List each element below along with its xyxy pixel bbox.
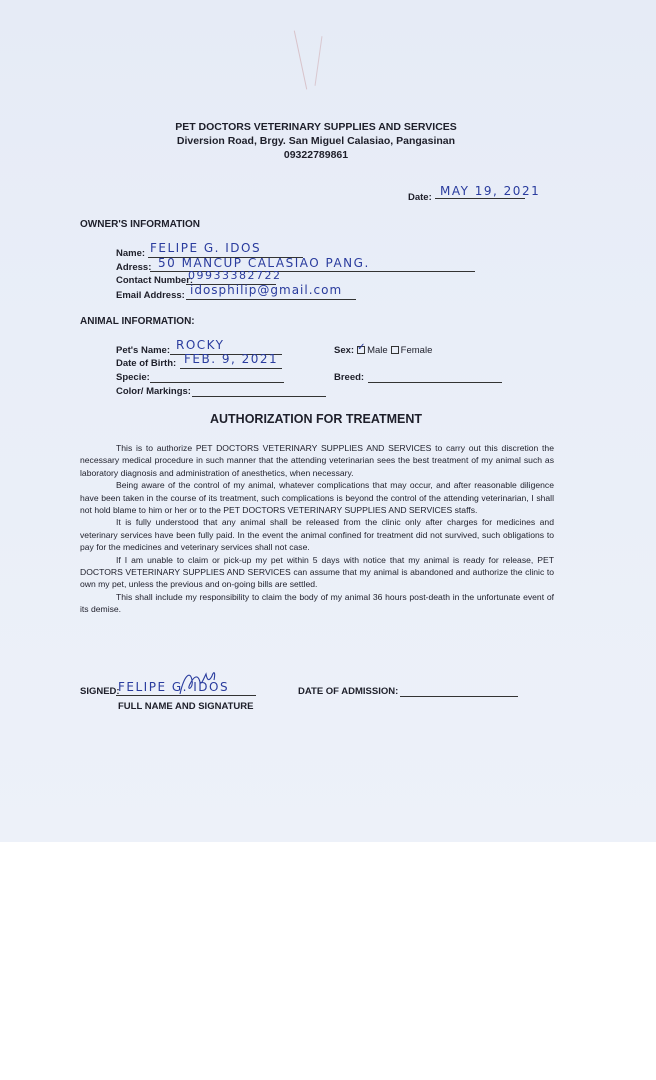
owner-contact-value: 09933382722 xyxy=(188,269,282,282)
breed-line xyxy=(368,370,502,383)
female-option-label: Female xyxy=(400,345,433,356)
authorization-paragraph: This is to authorize PET DOCTORS VETERINARY SUPPLIES AND SERVICES to carry out this discretion the necessary medical procedure in such manner that the attending veterinarian sees the best treatment of my animal such as laboratory diagnosis and administration of anesthetics, when necessary. xyxy=(80,443,554,478)
breed-label: Breed: xyxy=(334,372,365,383)
paper-crease xyxy=(294,31,307,90)
dob-value: FEB. 9, 2021 xyxy=(184,352,279,366)
authorization-title: AUTHORIZATION FOR TREATMENT xyxy=(209,412,422,426)
owner-address-value: 50 MANCUP CALASIAO PANG. xyxy=(158,256,370,270)
pet-name-value: ROCKY xyxy=(176,338,225,352)
color-markings-label: Color/ Markings: xyxy=(116,386,191,397)
authorization-paragraph: It is fully understood that any animal shall be released from the clinic only after charges for medicines and veterinary services have been fully paid. In the event the animal confined for treatment did not survived, such obligations to pay for the medicines and veterinary services shall not case. xyxy=(80,517,554,553)
specie-line xyxy=(150,370,284,383)
owner-name-label: Name: xyxy=(116,248,146,259)
owner-email-label: Email Address: xyxy=(116,290,185,301)
sex-label: Sex: xyxy=(334,345,355,356)
date-value: MAY 19, 2021 xyxy=(440,184,541,198)
authorization-body xyxy=(80,442,554,616)
specie-label: Specie: xyxy=(116,372,150,383)
dob-label: Date of Birth: xyxy=(116,358,177,369)
animal-section-title: ANIMAL INFORMATION: xyxy=(80,316,195,327)
handwritten-signature-icon xyxy=(176,666,222,700)
date-of-admission-line xyxy=(400,684,518,697)
full-name-signature-label: FULL NAME AND SIGNATURE xyxy=(118,701,254,712)
pet-name-label: Pet's Name: xyxy=(116,345,171,356)
authorization-paragraph: If I am unable to claim or pick-up my pet within 5 days with notice that my animal is ready for release, PET DOCTORS VETERINARY SUPPLIES AND SERVICES can assume that my animal is abandoned and authorize the clinic to own my pet, unless the previous and on-going bills are settled. xyxy=(80,554,554,590)
male-checkbox[interactable] xyxy=(357,342,366,354)
date-of-admission-label: DATE OF ADMISSION: xyxy=(298,686,399,697)
signed-label: SIGNED: xyxy=(80,686,120,697)
owner-contact-label: Contact Number: xyxy=(116,275,194,286)
signed-value: FELIPE G. IDOS xyxy=(118,680,230,694)
business-address: Diversion Road, Brgy. San Miguel Calasiao, Pangasinan xyxy=(176,135,456,147)
business-phone: 09322789861 xyxy=(283,149,349,161)
owner-section-title: OWNER'S INFORMATION xyxy=(80,219,200,230)
paper-crease xyxy=(315,36,323,86)
owner-email-value: idosphilip@gmail.com xyxy=(190,283,343,297)
date-label: Date: xyxy=(408,192,432,203)
male-option-label: Male xyxy=(367,345,388,356)
sex-field xyxy=(334,342,433,356)
color-markings-line xyxy=(192,384,326,397)
female-checkbox[interactable] xyxy=(391,346,399,354)
check-mark-icon: ✓ xyxy=(357,342,366,353)
owner-address-label: Adress: xyxy=(116,262,152,273)
authorization-paragraph: Being aware of the control of my animal, whatever complications that may occur, and after reasonable diligence have been taken in the course of its treatment, such complications is beyond the control of the attending veterinarian, I shall not hold blame to him or her or to the PET DOCTORS VETERINARY SUPPLIES AND SERVICES staffs. xyxy=(80,480,554,516)
authorization-paragraph: This shall include my responsibility to claim the body of my animal 36 hours post-death in the unfortunate event of its demise. xyxy=(80,591,554,615)
owner-name-value: FELIPE G. IDOS xyxy=(150,241,262,255)
business-name: PET DOCTORS VETERINARY SUPPLIES AND SERVICES xyxy=(175,121,457,133)
